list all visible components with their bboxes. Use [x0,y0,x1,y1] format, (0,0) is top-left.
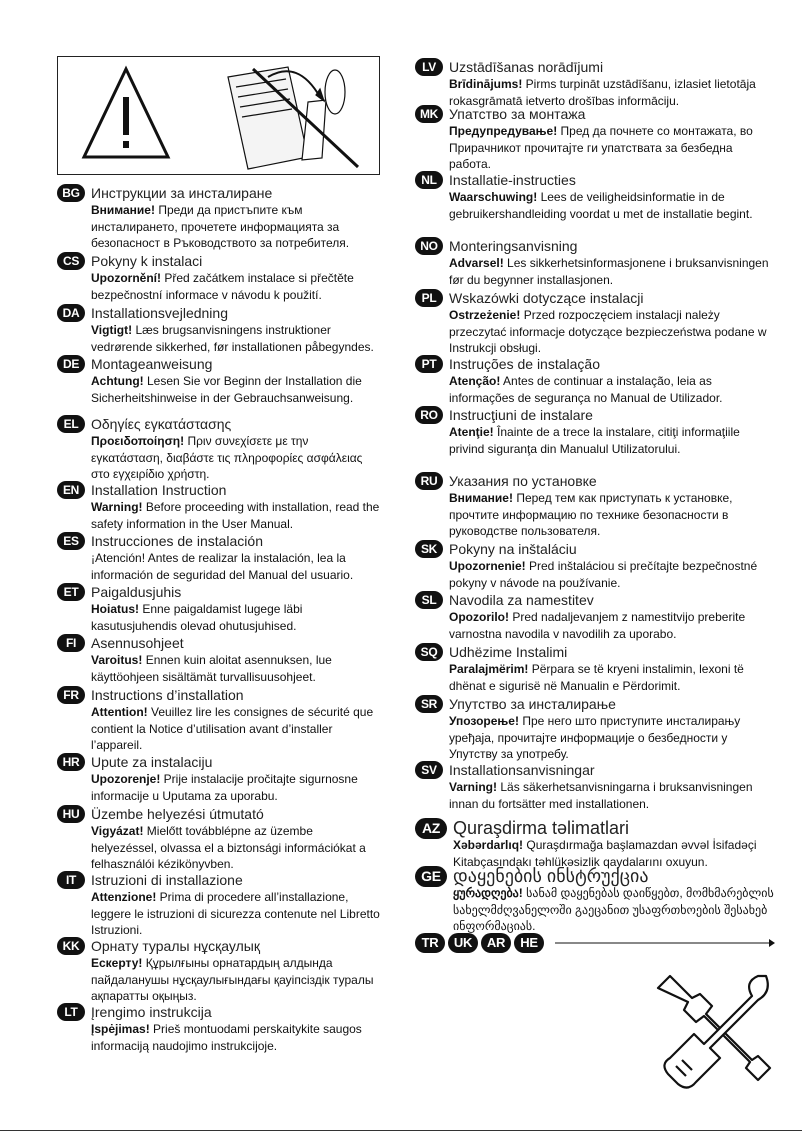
section-title: Instructions d’installation [91,687,244,703]
language-badge: SK [415,540,443,558]
language-section-el [57,415,382,483]
language-section-sq [415,643,777,694]
page-bottom-rule [0,1130,802,1131]
language-badge: AR [481,933,511,953]
warning-lead: Warning! [91,500,143,514]
language-section-fr [57,686,382,754]
warning-text: Құрылғыны орнатардың алдында пайдаланушы нұсқаулығындағы қауіпсіздік туралы ақпаратты оқыңыз. [91,956,374,1003]
warning-lead: Hoiatus! [91,602,139,616]
language-badge: EN [57,481,85,499]
warning-text: Pred nadaljevanjem z namestitvijo preberite varnostna navodila v navodilih za uporabo. [449,610,746,641]
section-title: Istruzioni di installazione [91,872,243,888]
warning-text: ¡Atención! Antes de realizar la instalación, lea la información de seguridad del Manual del usuario. [91,551,354,582]
language-badge: LT [57,1003,85,1021]
section-header [415,819,777,837]
warning-text: Před začátkem instalace si přečtěte bezpečnostní informace v návodu k použití. [91,271,354,302]
section-title: Navodila za namestitev [449,592,594,608]
section-header [415,289,777,307]
section-body [449,424,777,457]
language-badge: RU [415,472,443,490]
section-title: Instruções de instalação [449,356,600,372]
warning-text: Пре него што приступите инсталирању уређаја, прочитајте информације о безбедности у Упутству за употребу. [449,714,741,761]
language-section-ge [415,867,777,935]
warning-lead: Attention! [91,705,148,719]
warning-triangle-icon [84,69,168,157]
warning-text: Prima di procedere all’installazione, leggere le istruzioni di sicurezza contenute nel Libretto Istruzioni. [91,890,380,937]
section-title: Instrucciones de instalación [91,533,263,549]
section-header [415,355,777,373]
language-section-es [57,532,382,583]
warning-text: Enne paigaldamist lugege läbi kasutusjuhendis olevad ohutusjuhised. [91,602,303,633]
language-badge: SV [415,761,443,779]
warning-text: Lesen Sie vor Beginn der Installation die Sicherheitshinweise in der Gebrauchsanweisung. [91,374,362,405]
warning-lead: Предупредување! [449,124,558,138]
language-badge: UK [448,933,478,953]
language-section-fi [57,634,382,685]
language-section-sl [415,591,777,642]
section-title: Uzstādīšanas norādījumi [449,59,604,75]
section-title: Instrucţiuni de instalare [449,407,593,423]
warning-text: Ennen kuin aloitat asennuksen, lue käyttöohjeen sisältämät turvallisuusohjeet. [91,653,332,684]
language-badge: FI [57,634,85,652]
language-badge: FR [57,686,85,704]
language-badge: HR [57,753,85,771]
language-badge: NL [415,171,443,189]
section-header [57,1003,382,1021]
warning-text: Antes de continuar a instalação, leia as informações de segurança no Manual de Utilizador. [449,374,723,405]
warning-lead: Внимание! [449,491,513,505]
section-title: Installatie-instructies [449,172,576,188]
language-badge: HE [514,933,544,953]
section-header [415,105,777,123]
warning-lead: Upozornění! [91,271,161,285]
section-header [415,406,777,424]
warning-text: Lees de veiligheidsinformatie in de gebruikershandleiding voordat u met de installatie begint. [449,190,753,221]
language-section-da [57,304,382,355]
warning-text: Veuillez lire les consignes de sécurité que contient la Notice d’utilisation avant d’installer l’appareil. [91,705,374,752]
section-header [57,481,382,499]
warning-text: Before proceeding with installation, read the safety information in the User Manual. [91,500,380,531]
section-title: Upute za instalaciju [91,754,213,770]
section-title: Упутство за инсталирање [449,696,616,712]
language-section-nl [415,171,777,222]
section-title: Указания по установке [449,473,597,489]
section-body [91,823,382,873]
warning-text: Пред да почнете со монтажата, во Прирачникот прочитајте ги упатствата за безбедна работа. [449,124,753,171]
warning-text: Përpara se të kryeni instalimin, lexoni të dhënat e sigurisë në Manualin e Përdorimit. [449,662,744,693]
manual-discard-icon [228,67,358,169]
language-section-pt [415,355,777,406]
section-body [91,955,382,1005]
warning-text: Läs säkerhetsanvisningarna i bruksanvisningen innan du fortsätter med installationen. [449,780,753,811]
section-header [415,591,777,609]
section-header [57,252,382,270]
language-section-az [415,819,777,870]
section-title: Pokyny k instalaci [91,253,203,269]
section-body [91,601,382,634]
section-title: Installation Instruction [91,482,227,498]
language-badge: PL [415,289,443,307]
section-header [57,753,382,771]
section-header [415,472,777,490]
section-body [449,713,777,763]
language-badge: GE [415,866,447,887]
section-body [449,490,777,540]
section-body [449,779,777,812]
language-badge: RO [415,406,443,424]
arrow-line [555,936,775,950]
section-header [57,304,382,322]
section-header [415,643,777,661]
warning-lead: Atenção! [449,374,501,388]
language-badge: DE [57,355,85,373]
language-section-mk [415,105,777,173]
warning-text: Перед тем как приступать к установке, прочтите информацию по технике безопасности в руководстве пользователя. [449,491,733,538]
warning-illustration [57,56,380,175]
section-title: Wskazówki dotyczące instalacji [449,290,644,306]
section-body [91,704,382,754]
section-body [449,189,777,222]
language-section-lt [57,1003,382,1054]
warning-lead: Ескерту! [91,956,143,970]
section-title: Üzembe helyezési útmutató [91,806,264,822]
language-badge: KK [57,937,85,955]
warning-text: სანამ დაყენებას დაიწყებთ, მომხმარებლის სახელმძღვანელოში გაეცანით უსაფრთხოების შესახებ ინფორმაციას. [453,886,774,933]
warning-lead: Opozorilo! [449,610,509,624]
section-title: Οδηγίες εγκατάστασης [91,416,232,432]
language-section-ru [415,472,777,540]
language-section-it [57,871,382,939]
language-badge: CS [57,252,85,270]
warning-text: Πριν συνεχίσετε με την εγκατάσταση, διαβάστε τις πληροφορίες ασφάλειας στο εγχειρίδιο χρήστη. [91,434,363,481]
warning-text: Pirms turpināt uzstādīšanu, izlasiet lietotāja rokasgrāmatā ietverto drošības informāciju. [449,77,756,108]
section-header [415,867,777,885]
language-badge: ET [57,583,85,601]
section-title: Įrengimo instrukcija [91,1004,212,1020]
warning-lead: Brīdinājums! [449,77,523,91]
section-body [449,307,777,357]
section-title: Installationsvejledning [91,305,228,321]
section-header [415,695,777,713]
section-title: Quraşdirma təlimatlari [453,817,630,838]
section-body [91,270,382,303]
section-header [57,937,382,955]
section-title: Упатство за монтажа [449,106,586,122]
language-section-sk [415,540,777,591]
section-title: Paigaldusjuhis [91,584,182,600]
section-header [415,58,777,76]
section-body [91,373,382,406]
section-body [91,652,382,685]
section-header [57,415,382,433]
language-badge: HU [57,805,85,823]
section-body [91,550,382,583]
section-title: Asennusohjeet [91,635,184,651]
section-body [91,771,382,804]
warning-lead: Προειδοποίηση! [91,434,185,448]
section-header [57,184,382,202]
section-title: Pokyny na inštaláciu [449,541,577,557]
warning-text: Quraşdırmağa başlamazdan əvvəl İsifadəçi Kitabçasındakı təhlükəsizlik qaydalarını oxuyun. [453,838,757,869]
language-section-lv [415,58,777,109]
section-body [91,889,382,939]
section-header [415,761,777,779]
section-body [91,202,382,252]
section-body [453,885,777,935]
section-header [57,871,382,889]
warning-lead: Advarsel! [449,256,504,270]
warning-lead: Paralajmërim! [449,662,529,676]
warning-text: Przed rozpoczęciem instalacji należy przeczytać informacje dotyczące bezpieczeństwa podane w Instrukcji obsługi. [449,308,767,355]
section-header [57,634,382,652]
section-header [57,355,382,373]
section-header [415,171,777,189]
warning-text: Mielőtt továbblépne az üzembe helyezéssel, olvassa el a biztonsági információkat a felhasználói kézikönyvben. [91,824,366,871]
language-badge: BG [57,184,85,202]
section-header [415,540,777,558]
warning-text: Prije instalacije pročitajte sigurnosne informacije u Uputama za uporabu. [91,772,358,803]
language-badge: TR [415,933,445,953]
section-title: Installationsanvisningar [449,762,595,778]
language-badge: DA [57,304,85,322]
warning-text: Înainte de a trece la instalare, citiţi informaţiile privind siguranţa din Manualul Utilizatorului. [449,425,740,456]
warning-lead: Varning! [449,780,498,794]
section-title: Montageanweisung [91,356,213,372]
language-section-cs [57,252,382,303]
language-badge: SR [415,695,443,713]
language-badge: MK [415,105,443,123]
section-header [57,583,382,601]
language-section-en [57,481,382,532]
warning-text: Les sikkerhetsinformasjonene i bruksanvisningen før du begynner installasjonen. [449,256,769,287]
language-section-et [57,583,382,634]
warning-lead: Waarschuwing! [449,190,538,204]
section-title: Орнату туралы нұсқаулық [91,938,260,954]
additional-languages [415,933,544,953]
section-body [449,558,777,591]
warning-text: Преди да пристъпите към инсталирането, прочетете информацията за безопасност в Ръководството за потребителя. [91,203,350,250]
language-section-ro [415,406,777,457]
warning-lead: Ostrzeżenie! [449,308,521,322]
warning-lead: Attenzione! [91,890,157,904]
warning-text: Læs brugsanvisningens instruktioner vedrørende sikkerhed, før installationen påbegyndes. [91,323,374,354]
warning-lead: Atenţie! [449,425,494,439]
language-section-hr [57,753,382,804]
language-badge: EL [57,415,85,433]
section-title: Monteringsanvisning [449,238,578,254]
section-header [57,686,382,704]
section-body [449,661,777,694]
section-body [91,1021,382,1054]
warning-lead: Įspėjimas! [91,1022,150,1036]
section-body [449,255,777,288]
section-title: Инструкции за инсталиране [91,185,273,201]
warning-text: Prieš montuodami perskaitykite saugos informaciją naudojimo instrukcijoje. [91,1022,362,1053]
language-section-hu [57,805,382,873]
language-badge: AZ [415,818,447,839]
warning-lead: Upozorenje! [91,772,161,786]
section-title: Udhëzime Instalimi [449,644,568,660]
section-body [91,433,382,483]
language-section-sr [415,695,777,763]
section-header [57,532,382,550]
section-body [449,609,777,642]
language-section-bg [57,184,382,252]
tools-icon [648,968,773,1096]
section-header [415,237,777,255]
warning-lead: Xəbərdarlıq! [453,838,524,852]
language-badge: IT [57,871,85,889]
language-badge: SL [415,591,443,609]
warning-lead: Упозорење! [449,714,519,728]
language-badge: SQ [415,643,443,661]
warning-lead: ყურადღება! [453,886,523,900]
language-section-sv [415,761,777,812]
warning-lead: Upozornenie! [449,559,526,573]
language-badge: NO [415,237,443,255]
language-section-kk [57,937,382,1005]
warning-lead: Vigtigt! [91,323,133,337]
warning-lead: Внимание! [91,203,155,217]
section-body [91,322,382,355]
language-section-de [57,355,382,406]
warning-lead: Achtung! [91,374,144,388]
section-body [449,123,777,173]
section-title: დაყენების ინსტრუქცია [453,865,649,886]
language-section-no [415,237,777,288]
section-body [449,373,777,406]
warning-text: Pred inštaláciou si prečítajte bezpečnostné pokyny v návode na používanie. [449,559,758,590]
warning-lead: Varoitus! [91,653,143,667]
section-header [57,805,382,823]
language-badge: ES [57,532,85,550]
warning-lead: Vigyázat! [91,824,144,838]
language-section-pl [415,289,777,357]
section-body [91,499,382,532]
language-badge: LV [415,58,443,76]
language-badge: PT [415,355,443,373]
